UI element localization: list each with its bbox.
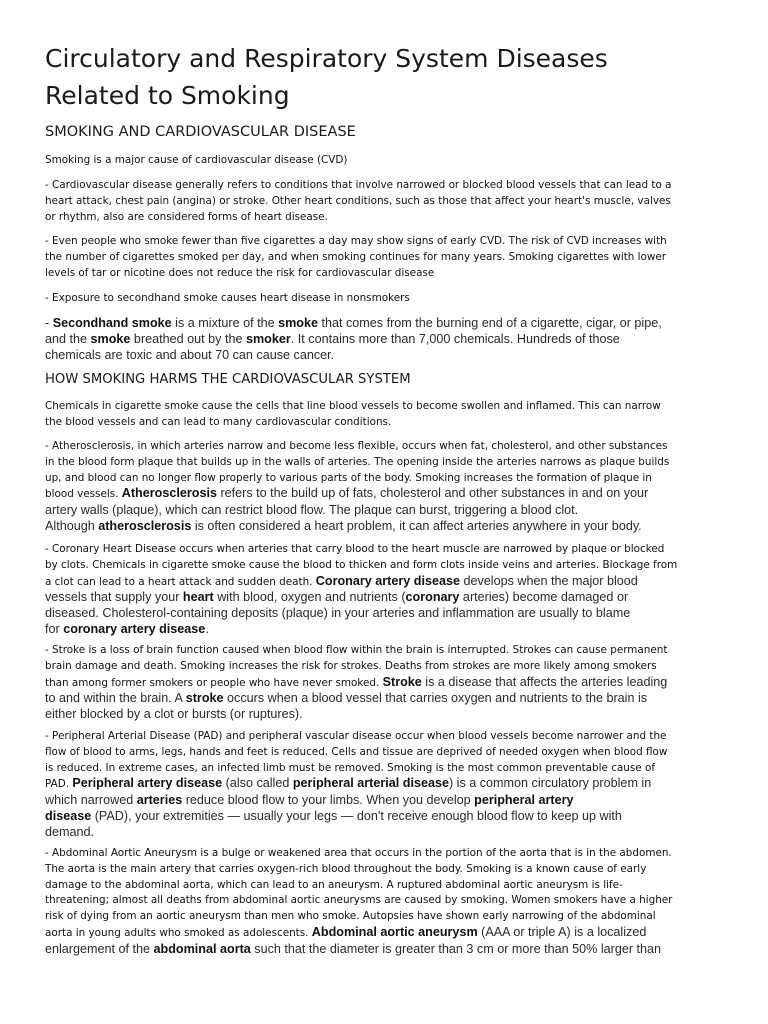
paragraph-atherosclerosis	[45, 439, 725, 535]
title-line: Circulatory and Respiratory System Diseases	[45, 44, 608, 73]
text-line: either blocked by a clot or bursts (or ruptures).	[45, 707, 303, 722]
text-line: by clots. Chemicals in cigarette smoke cause the blood to thicken and form clots inside veins and arteries. Blockage from	[45, 558, 678, 571]
text-line: heart attack, chest pain (angina) or stroke. Other heart conditions, such as those that affect your heart's muscle, valves	[45, 194, 671, 207]
paragraph-coronary-heart-disease	[45, 542, 725, 638]
text-line: risk of dying from an aortic aneurysm than men who smoke. Autopsies have shown early narrowing of the abdominal	[45, 910, 656, 923]
text-line: - Exposure to secondhand smoke causes heart disease in nonsmokers	[45, 292, 410, 304]
paragraph-secondhand-exposure	[45, 291, 725, 307]
text-line: Smoking is a major cause of cardiovascular disease (CVD)	[45, 154, 348, 166]
text-line: Although atherosclerosis is often considered a heart problem, it can affect arteries anywhere in your body.	[45, 518, 642, 533]
section-heading-smoking-cvd: SMOKING AND CARDIOVASCULAR DISEASE	[45, 124, 356, 140]
paragraph-intro-cvd	[45, 153, 725, 169]
text-line: and the smoke breathed out by the smoker. It contains more than 7,000 chemicals. Hundreds of those	[45, 332, 620, 346]
text-line: - Coronary Heart Disease occurs when arteries that carry blood to the heart muscle are narrowed by plaque or blocked	[45, 543, 665, 555]
text-line: - Even people who smoke fewer than five cigarettes a day may show signs of early CVD. The risk of CVD increases with	[45, 235, 667, 247]
paragraph-cvd-risk	[45, 234, 725, 281]
text-line: or rhythm, also are considered forms of heart disease.	[45, 210, 328, 223]
text-line: - Atherosclerosis, in which arteries narrow and become less flexible, occurs when fat, cholesterol, and other substances	[45, 440, 668, 452]
paragraph-abdominal-aortic-aneurysm	[45, 846, 725, 958]
text-line: a clot can lead to a heart attack and sudden death. Coronary artery disease develops when the major blood	[45, 573, 638, 588]
text-line: demand.	[45, 824, 95, 839]
text-line: - Peripheral Arterial Disease (PAD) and peripheral vascular disease occur when blood vessels become narrower and the	[45, 730, 667, 742]
paragraph-peripheral-arterial-disease	[45, 729, 725, 841]
text-line: - Stroke is a loss of brain function caused when blood flow within the brain is interrupted. Strokes can cause permanent	[45, 644, 668, 656]
text-line: flow of blood to arms, legs, hands and feet is reduced. Cells and tissue are deprived of needed oxygen when blood flow	[45, 745, 668, 758]
text-line: Chemicals in cigarette smoke cause the cells that line blood vessels to become swollen and inflamed. This can narrow	[45, 400, 661, 412]
text-line: - Secondhand smoke is a mixture of the smoke that comes from the burning end of a cigarette, cigar, or pipe,	[45, 316, 662, 330]
text-line: the blood vessels and can lead to many cardiovascular conditions.	[45, 415, 392, 428]
text-line: - Abdominal Aortic Aneurysm is a bulge or weakened area that occurs in the portion of the aorta that is in the abdomen.	[45, 847, 672, 859]
text-line: threatening; almost all deaths from abdominal aortic aneurysms are caused by smoking. Women smokers have a higher	[45, 894, 673, 907]
title-line: Related to Smoking	[45, 81, 290, 110]
text-line: levels of tar or nicotine does not reduce the risk for cardiovascular disease	[45, 266, 435, 279]
text-line: blood vessels. Atherosclerosis refers to the build up of fats, cholesterol and other substances in and on your	[45, 486, 649, 501]
text-line: the number of cigarettes smoked per day, and when smoking continues for many years. Smoking cigarettes with lower	[45, 250, 667, 263]
text-line: aorta in young adults who smoked as adolescents. Abdominal aortic aneurysm (AAA or triple A) is a localized	[45, 924, 647, 939]
text-line: which narrowed arteries reduce blood flow to your limbs. When you develop peripheral artery	[45, 793, 574, 808]
paragraph-chemicals-intro	[45, 399, 725, 431]
text-line: up, and blood can no longer flow properly to various parts of the body. Smoking increases the formation of plaque in	[45, 471, 652, 484]
text-line: for coronary artery disease.	[45, 621, 209, 636]
section-heading-how-smoking-harms: HOW SMOKING HARMS THE CARDIOVASCULAR SYSTEM	[45, 372, 411, 387]
paragraph-stroke	[45, 643, 725, 723]
text-line: The aorta is the main artery that carries oxygen-rich blood throughout the body. Smoking is a known cause of early	[45, 862, 647, 875]
text-line: to and within the brain. A stroke occurs when a blood vessel that carries oxygen and nutrients to the brain is	[45, 691, 648, 706]
text-line: vessels that supply your heart with blood, oxygen and nutrients (coronary arteries) become damaged or	[45, 590, 629, 605]
text-line: brain damage and death. Smoking increases the risk for strokes. Deaths from strokes are more likely among smokers	[45, 659, 657, 672]
document-title	[45, 40, 745, 114]
text-line: than among former smokers or people who have never smoked. Stroke is a disease that affects the arteries leading	[45, 674, 668, 689]
text-line: enlargement of the abdominal aorta such that the diameter is greater than 3 cm or more than 50% larger than	[45, 941, 662, 956]
text-line: PAD. Peripheral artery disease (also called peripheral arterial disease) is a common circulatory problem in	[45, 776, 652, 791]
text-line: artery walls (plaque), which can restrict blood flow. The plaque can burst, triggering a blood clot.	[45, 503, 579, 518]
text-line: - Cardiovascular disease generally refers to conditions that involve narrowed or blocked blood vessels that can lead to a	[45, 179, 672, 191]
paragraph-secondhand-definition	[45, 315, 725, 363]
text-line: damage to the abdominal aorta, which can lead to an aneurysm. A ruptured abdominal aortic aneurysm is life-	[45, 878, 623, 891]
text-line: chemicals are toxic and about 70 can cause cancer.	[45, 348, 335, 362]
text-line: is reduced. In extreme cases, an infected limb must be removed. Smoking is the most common preventable cause of	[45, 761, 655, 774]
paragraph-cvd-definition	[45, 178, 725, 225]
text-line: diseased. Cholesterol-containing deposits (plaque) in your arteries and inflammation are usually to blame	[45, 606, 631, 621]
text-line: in the blood form plaque that builds up in the walls of arteries. The opening inside the arteries narrows as plaque builds	[45, 455, 670, 468]
text-line: disease (PAD), your extremities — usually your legs — don't receive enough blood flow to keep up with	[45, 808, 622, 823]
